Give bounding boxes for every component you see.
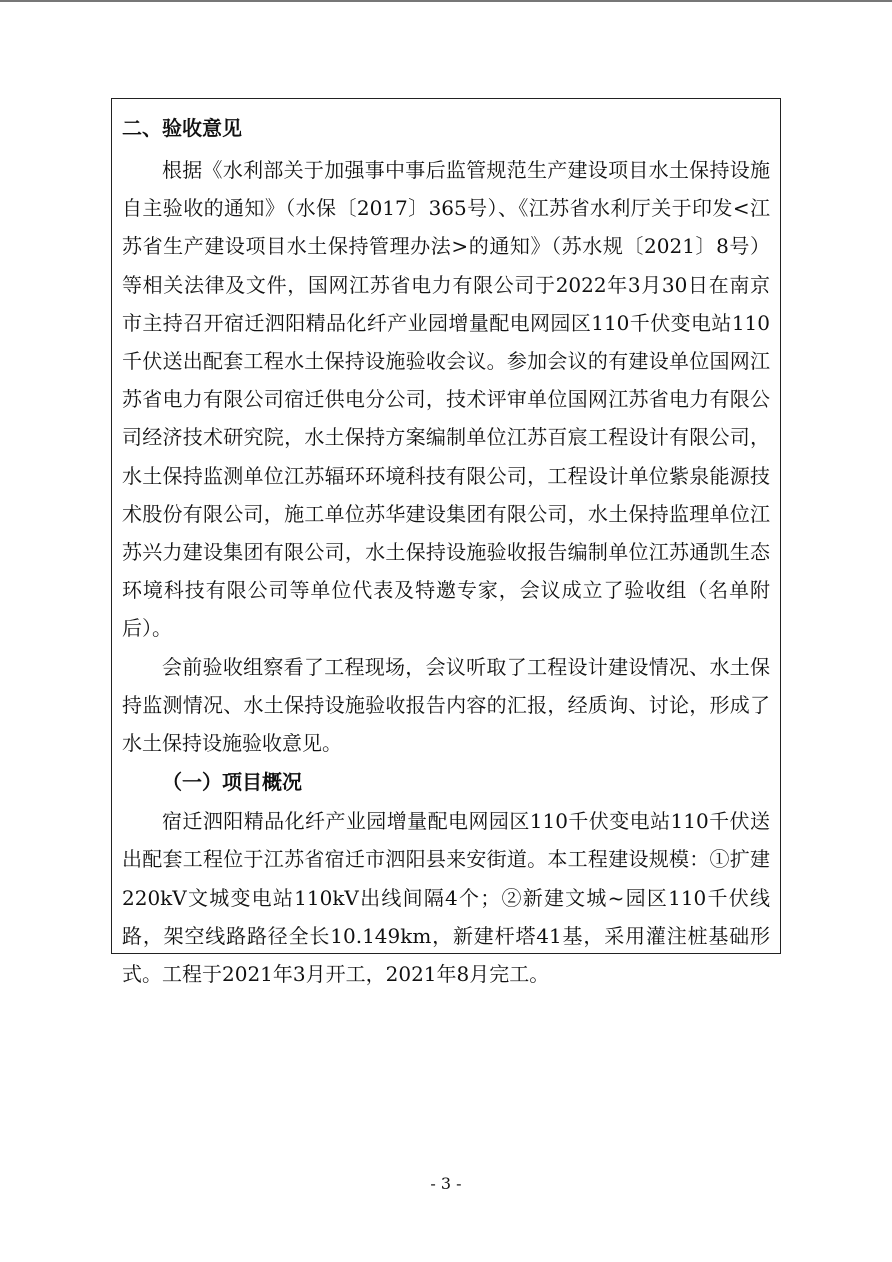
subheading-project-overview: （一）项目概况: [162, 770, 302, 795]
page-number: - 3 -: [430, 1174, 462, 1193]
section-heading: 二、验收意见: [122, 116, 242, 140]
paragraph-meeting: 会前验收组察看了工程现场，会议听取了工程设计建设情况、水土保持监测情况、水土保持设施验收报告内容的汇报，经质询、讨论，形成了水土保持设施验收意见。: [122, 654, 770, 756]
document-frame: [111, 98, 781, 987]
top-border-line: [0, 0, 892, 2]
paragraph-project-overview: 宿迁泗阳精品化纤产业园增量配电网园区110千伏变电站110千伏送出配套工程位于江苏省宿迁市泗阳县来安街道。本工程建设规模：①扩建220kV文城变电站110kV出线间隔4个；②新建文城~园区110千伏线路，架空线路路径全长10.149km，新建杆塔41基，采用灌注桩基础形式。工程于2021年3月开工，2021年8月完工。: [122, 809, 770, 987]
paragraph-basis: 根据《水利部关于加强事中事后监管规范生产建设项目水土保持设施自主验收的通知》（水保〔2017〕365号）、《江苏省水利厅关于印发<江苏省生产建设项目水土保持管理办法>的通知》（苏水规〔2021〕8号）等相关法律及文件，国网江苏省电力有限公司于2022年3月30日在南京市主持召开宿迁泗阳精品化纤产业园增量配电网园区110千伏变电站110千伏送出配套工程水土保持设施验收会议。参加会议的有建设单位国网江苏省电力有限公司宿迁供电分公司，技术评审单位国网江苏省电力有限公司经济技术研究院，水土保持方案编制单位江苏百宸工程设计有限公司，水土保持监测单位江苏辐环环境科技有限公司，工程设计单位紫泉能源技术股份有限公司，施工单位苏华建设集团有限公司，水土保持监理单位江苏兴力建设集团有限公司，水土保持设施验收报告编制单位江苏通凯生态环境科技有限公司等单位代表及特邀专家，会议成立了验收组（名单附后）。: [122, 158, 770, 641]
